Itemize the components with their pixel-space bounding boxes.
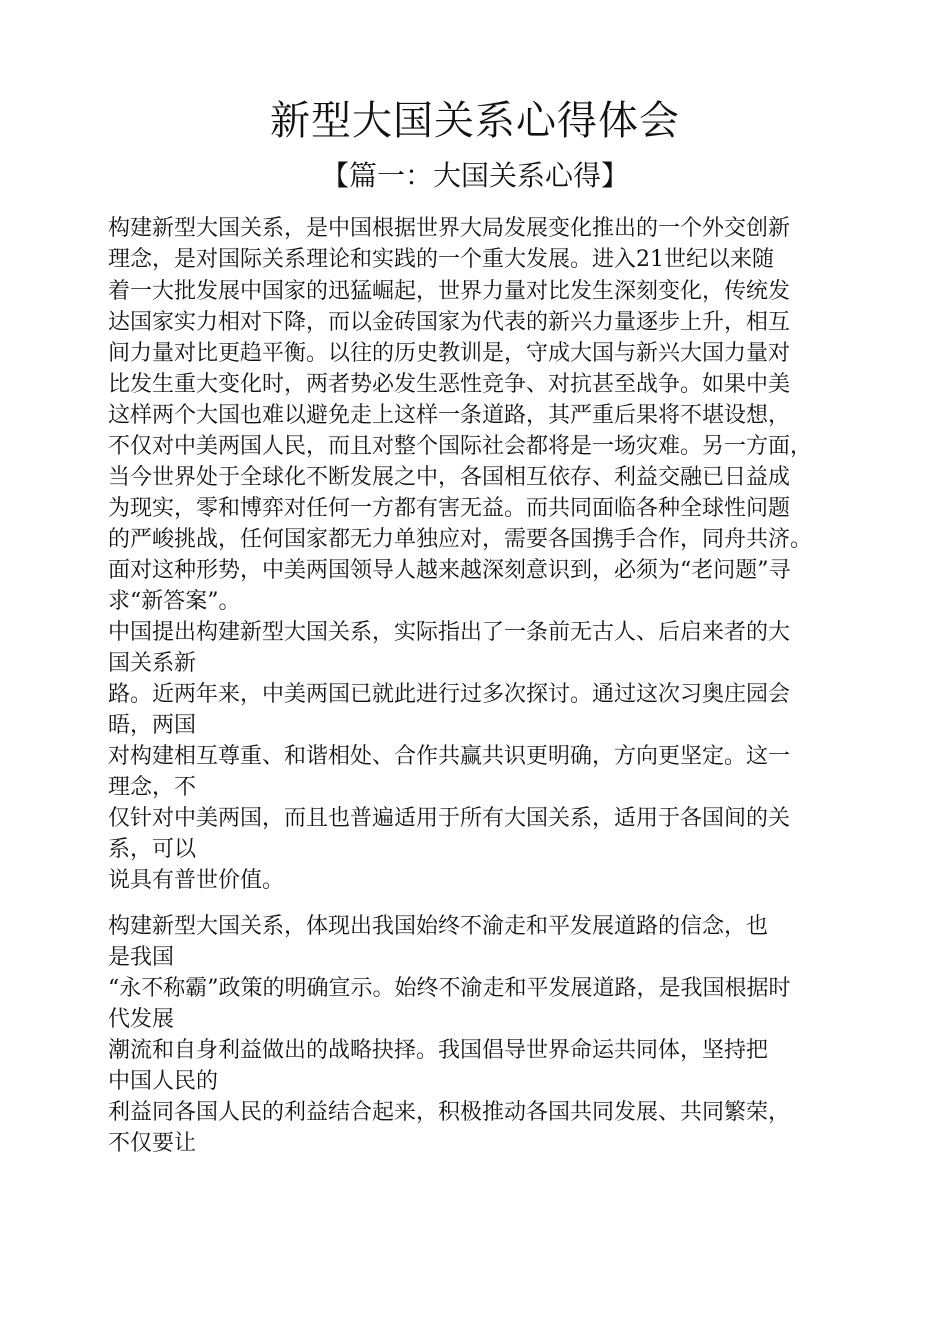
section-heading: 【篇一：大国关系心得】 xyxy=(320,159,629,192)
body-line: 对构建相互尊重、和谐相处、合作共赢共识更明确，方向更坚定。这一 xyxy=(108,744,791,769)
body-line: 中国人民的 xyxy=(108,1069,219,1094)
body-line: 为现实，零和博弈对任何一方都有害无益。而共同面临各种全球性问题 xyxy=(108,496,791,521)
body-line: 系，可以 xyxy=(108,837,197,862)
body-line: 代发展 xyxy=(108,1007,175,1032)
body-line: 说具有普世价值。 xyxy=(108,868,285,893)
body-line: 路。近两年来，中美两国已就此进行过多次探讨。通过这次习奥庄园会 xyxy=(108,682,791,707)
body-line: 晤，两国 xyxy=(108,713,197,738)
body-line: 构建新型大国关系，体现出我国始终不渝走和平发展道路的信念，也 xyxy=(108,914,769,939)
body-line: 理念，是对国际关系理论和实践的一个重大发展。进入21世纪以来随 xyxy=(108,247,774,272)
body-line: 达国家实力相对下降，而以金砖国家为代表的新兴力量逐步上升，相互 xyxy=(108,310,791,335)
body-line: 利益同各国人民的利益结合起来，积极推动各国共同发展、共同繁荣， xyxy=(108,1100,791,1125)
body-line: 构建新型大国关系，是中国根据世界大局发展变化推出的一个外交创新 xyxy=(108,216,791,241)
body-line: 是我国 xyxy=(108,945,175,970)
body-line: 理念，不 xyxy=(108,775,197,800)
body-line: 着一大批发展中国家的迅猛崛起，世界力量对比发生深刻变化，传统发 xyxy=(108,279,791,304)
body-line: 这样两个大国也难以避免走上这样一条道路，其严重后果将不堪设想， xyxy=(108,403,791,428)
body-line: 不仅要让 xyxy=(108,1131,197,1156)
body-line: 的严峻挑战，任何国家都无力单独应对，需要各国携手合作，同舟共济。 xyxy=(108,527,813,552)
body-line: 潮流和自身利益做出的战略抉择。我国倡导世界命运共同体，坚持把 xyxy=(108,1038,769,1063)
body-line: 间力量对比更趋平衡。以往的历史教训是，守成大国与新兴大国力量对 xyxy=(108,341,791,366)
document-title: 新型大国关系心得体会 xyxy=(270,98,680,144)
body-line: 当今世界处于全球化不断发展之中，各国相互依存、利益交融已日益成 xyxy=(108,465,791,490)
body-line: 国关系新 xyxy=(108,651,197,676)
body-line: 求“新答案”。 xyxy=(108,589,241,614)
body-line: 面对这种形势，中美两国领导人越来越深刻意识到，必须为“老问题”寻 xyxy=(108,558,791,583)
body-line: 仅针对中美两国，而且也普遍适用于所有大国关系，适用于各国间的关 xyxy=(108,806,791,831)
body-line: 不仅对中美两国人民，而且对整个国际社会都将是一场灾难。另一方面， xyxy=(108,434,813,459)
body-line: 比发生重大变化时，两者势必发生恶性竞争、对抗甚至战争。如果中美 xyxy=(108,372,791,397)
body-line: “永不称霸”政策的明确宣示。始终不渝走和平发展道路，是我国根据时 xyxy=(108,976,791,1001)
body-line: 中国提出构建新型大国关系，实际指出了一条前无古人、后启来者的大 xyxy=(108,620,791,645)
